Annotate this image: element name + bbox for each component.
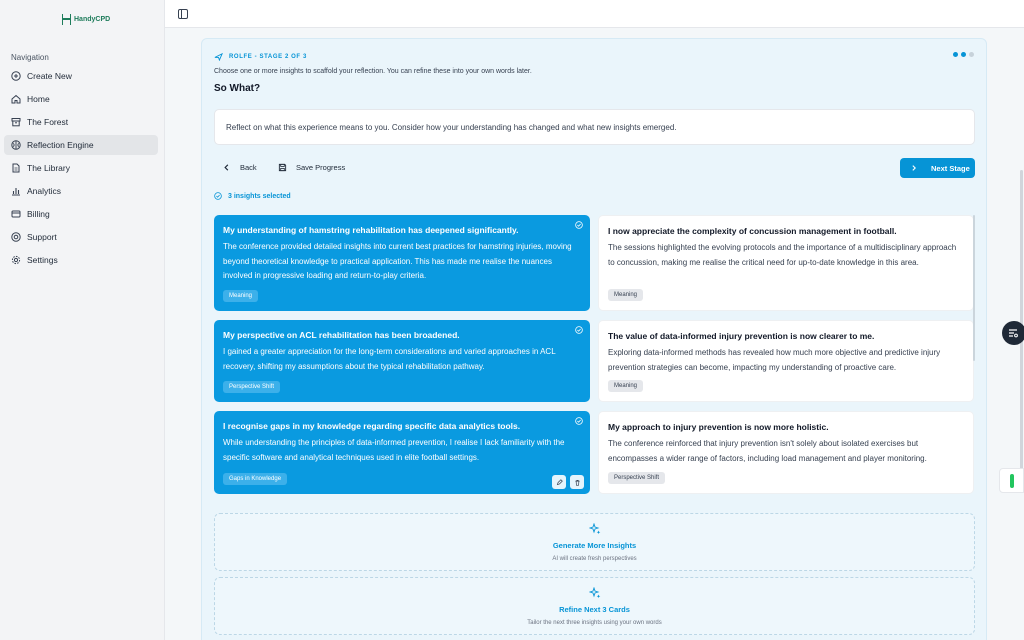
insight-tag: Meaning <box>223 290 258 302</box>
insight-title: My understanding of hamstring rehabilitation has deepened significantly. <box>223 225 519 235</box>
save-progress-button[interactable] <box>278 163 345 172</box>
sidebar-item-label: Reflection Engine <box>27 140 94 150</box>
sidebar-nav <box>4 66 158 273</box>
progress-dot <box>953 52 958 57</box>
delete-button[interactable] <box>570 475 584 489</box>
sidebar-item-billing[interactable] <box>4 204 158 224</box>
refine-next-cards-subtitle: Tailor the next three insights using your own words <box>527 619 662 626</box>
sidebar-item-the-forest[interactable] <box>4 112 158 132</box>
document-icon <box>11 163 21 173</box>
logo-text: HandyCPD <box>74 16 111 23</box>
stage-subtitle: Choose one or more insights to scaffold your reflection. You can refine these into your own words later. <box>214 68 532 75</box>
nav-heading: Navigation <box>11 53 49 62</box>
reflection-stage-panel <box>201 38 987 640</box>
archive-icon <box>11 117 21 127</box>
insight-title: My perspective on ACL rehabilitation has been broadened. <box>223 330 460 340</box>
check-circle-icon <box>575 326 583 334</box>
insight-tag: Perspective Shift <box>608 472 665 484</box>
insight-body: The sessions highlighted the evolving protocols and the importance of a multidisciplinary approach to concussion, making me realise the critical need for up-to-date knowledge in this area. <box>608 243 957 267</box>
insight-title: My approach to injury prevention is now more holistic. <box>608 422 829 432</box>
card-actions <box>552 475 584 489</box>
insight-body: While understanding the principles of data-informed prevention, I realise I lack familiarity with the specific software and analytical techniques used in elite football settings. <box>223 438 565 462</box>
sidebar-item-reflection-engine[interactable] <box>4 135 158 155</box>
insight-card-selected[interactable] <box>214 215 590 311</box>
edit-button[interactable] <box>552 475 566 489</box>
check-circle-icon <box>575 221 583 229</box>
sidebar-item-label: Home <box>27 94 50 104</box>
trash-icon <box>574 479 581 486</box>
lifebuoy-icon <box>11 232 21 242</box>
insight-body: The conference provided detailed insights into current best practices for hamstring injuries, moving beyond theoretical knowledge to practical application. This has made me realise the nuances involved in progressive loading and return-to-play criteria. <box>223 242 572 280</box>
insight-tag: Meaning <box>608 289 643 301</box>
selected-count-label: 3 insights selected <box>228 192 291 200</box>
cards-scrollbar[interactable] <box>973 215 975 361</box>
sidebar-item-label: Analytics <box>27 186 62 196</box>
logo-icon <box>62 14 71 25</box>
stage-tag <box>214 52 307 61</box>
brain-icon <box>11 140 21 150</box>
plus-circle-icon <box>11 71 21 81</box>
progress-dot <box>969 52 974 57</box>
sidebar-item-settings[interactable] <box>4 250 158 270</box>
home-icon <box>11 94 21 104</box>
insight-card-selected[interactable] <box>214 320 590 402</box>
sidebar-item-analytics[interactable] <box>4 181 158 201</box>
sidebar-item-label: Settings <box>27 255 58 265</box>
feedback-widget[interactable] <box>999 468 1024 493</box>
insight-title: I recognise gaps in my knowledge regarding specific data analytics tools. <box>223 421 521 431</box>
sidebar-item-label: The Library <box>27 163 70 173</box>
stage-title: So What? <box>214 83 261 94</box>
plane-icon <box>214 52 223 61</box>
sidebar-item-home[interactable] <box>4 89 158 109</box>
notes-fab-button[interactable] <box>1002 321 1024 345</box>
back-button[interactable] <box>222 163 257 172</box>
insight-title: I now appreciate the complexity of concussion management in football. <box>608 226 897 236</box>
reflection-prompt-text: Reflect on what this experience means to you. Consider how your understanding has changed and what new insights emerged. <box>226 122 677 132</box>
refine-next-cards-button[interactable] <box>214 577 975 635</box>
progress-dot <box>961 52 966 57</box>
sidebar-item-create-new[interactable] <box>4 66 158 86</box>
sidebar-item-support[interactable] <box>4 227 158 247</box>
next-stage-button[interactable] <box>900 158 975 178</box>
sidebar <box>0 0 165 640</box>
insight-card-selected[interactable] <box>214 411 590 494</box>
notes-icon <box>1008 328 1018 338</box>
sidebar-item-label: Support <box>27 232 57 242</box>
insight-card[interactable] <box>598 320 974 402</box>
chevron-left-icon <box>222 163 231 172</box>
chevron-right-icon <box>910 164 918 172</box>
app-logo[interactable] <box>62 14 110 25</box>
sidebar-item-label: Create New <box>27 71 72 81</box>
sidebar-toggle-icon[interactable] <box>178 9 188 19</box>
stage-progress-dots <box>953 52 974 57</box>
sidebar-item-the-library[interactable] <box>4 158 158 178</box>
stage-tag-label: ROLFE - STAGE 2 OF 3 <box>229 53 307 60</box>
save-progress-label: Save Progress <box>296 163 346 172</box>
refine-next-cards-label: Refine Next 3 Cards <box>559 604 630 614</box>
sidebar-item-label: The Forest <box>27 117 69 127</box>
insight-body: The conference reinforced that injury prevention isn't solely about isolated exercises but encompasses a wider range of factors, including load management and player monitoring. <box>608 439 927 463</box>
insight-tag: Meaning <box>608 380 643 392</box>
insight-card[interactable] <box>598 215 974 311</box>
generate-more-insights-button[interactable] <box>214 513 975 571</box>
back-button-label: Back <box>240 163 257 172</box>
insight-tag: Perspective Shift <box>223 381 280 393</box>
reflection-prompt <box>214 109 975 145</box>
feedback-icon <box>1010 474 1014 488</box>
insight-tag: Gaps in Knowledge <box>223 473 287 485</box>
generate-more-insights-label: Generate More Insights <box>552 540 637 550</box>
pencil-icon <box>556 479 563 486</box>
selected-count <box>214 192 291 200</box>
insight-title: The value of data-informed injury prevention is now clearer to me. <box>608 331 875 341</box>
generate-more-insights-subtitle: AI will create fresh perspectives <box>552 555 637 562</box>
sparkles-icon <box>589 523 601 535</box>
page-scrollbar[interactable] <box>1020 170 1023 470</box>
insight-card[interactable] <box>598 411 974 494</box>
chart-icon <box>11 186 21 196</box>
insight-body: I gained a greater appreciation for the long-term considerations and varied approaches in ACL recovery, shifting my assumptions about the typical rehabilitation pathway. <box>223 347 556 371</box>
insight-body: Exploring data-informed methods has revealed how much more objective and predictive injury prevention strategies can become, impacting my understanding of proactive care. <box>608 348 941 372</box>
sidebar-item-label: Billing <box>27 209 50 219</box>
gear-icon <box>11 255 21 265</box>
save-icon <box>278 163 287 172</box>
sparkles-icon <box>589 587 601 599</box>
check-circle-icon <box>575 417 583 425</box>
credit-card-icon <box>11 209 21 219</box>
check-circle-icon <box>214 192 222 200</box>
top-bar <box>165 0 1024 28</box>
next-stage-label: Next Stage <box>931 163 970 173</box>
